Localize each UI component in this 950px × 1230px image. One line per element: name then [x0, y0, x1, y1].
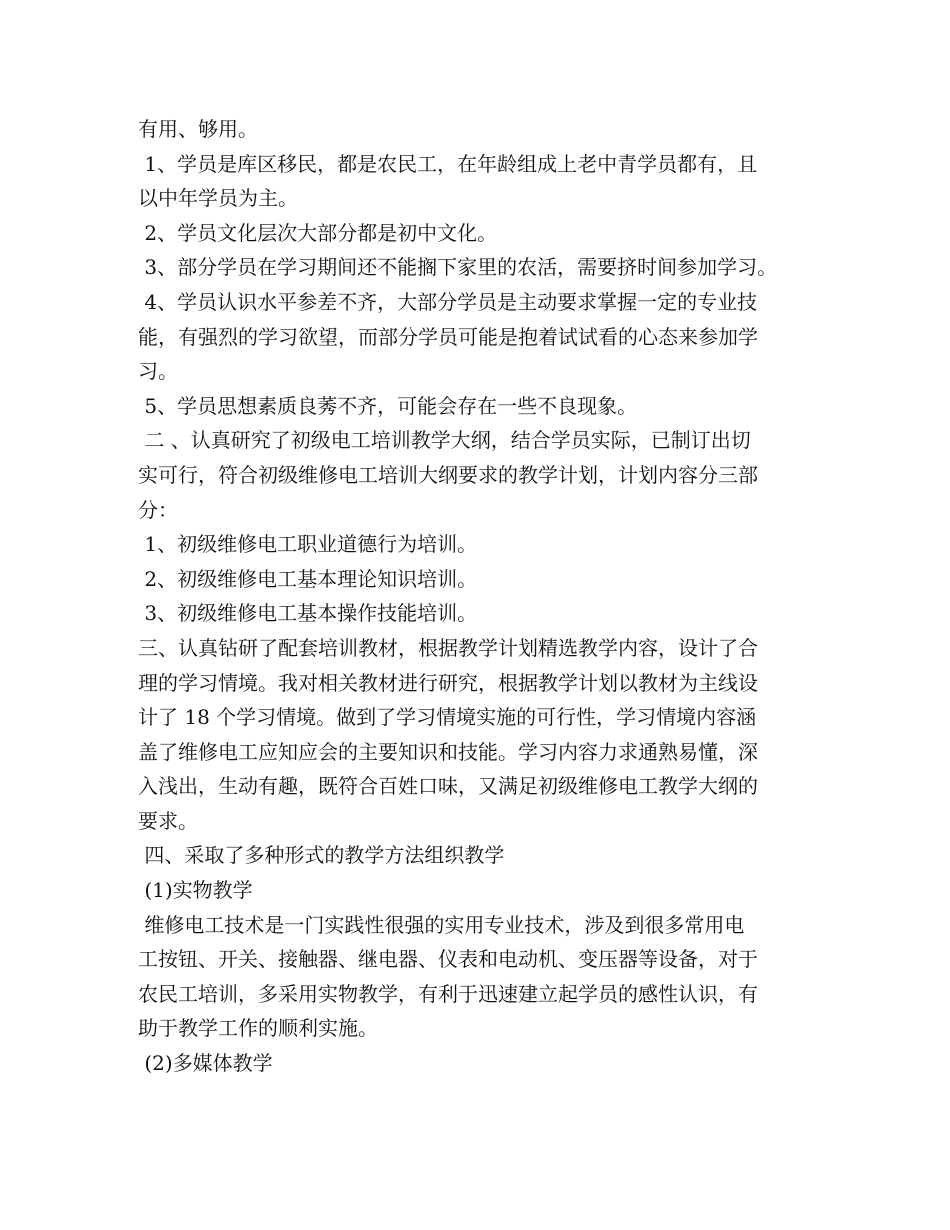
text-line: 3、初级维修电工基本操作技能培训。 — [138, 601, 478, 626]
text-line: 习。 — [138, 359, 178, 384]
text-line: 二 、认真研究了初级电工培训教学大纲，结合学员实际，已制订出切 — [138, 428, 751, 453]
text-line: (1)实物教学 — [138, 878, 253, 903]
text-line: 实可行，符合初级维修电工培训大纲要求的教学计划，计划内容分三部 — [138, 462, 758, 487]
text-line: 能，有强烈的学习欲望，而部分学员可能是抱着试试看的心态来参加学 — [138, 324, 758, 349]
text-line: 维修电工技术是一门实践性很强的实用专业技术，涉及到很多常用电 — [138, 912, 745, 937]
text-line: 1、学员是库区移民，都是农民工，在年龄组成上老中青学员都有，且 — [138, 151, 758, 176]
text-line: 计了 18 个学习情境。做到了学习情境实施的可行性，学习情境内容涵 — [138, 705, 757, 730]
text-line: 入浅出，生动有趣，既符合百姓口味，又满足初级维修电工教学大纲的 — [138, 774, 758, 799]
text-line: 理的学习情境。我对相关教材进行研究，根据教学计划以教材为主线设 — [138, 670, 758, 695]
text-line: 以中年学员为主。 — [138, 186, 298, 211]
text-line: (2)多媒体教学 — [138, 1051, 273, 1076]
text-line: 三、认真钻研了配套培训教材，根据教学计划精选教学内容，设计了合 — [138, 635, 758, 660]
text-line: 助于教学工作的顺利实施。 — [138, 1016, 378, 1041]
text-line: 3、部分学员在学习期间还不能搁下家里的农活，需要挤时间参加学习。 — [138, 255, 778, 280]
text-line: 2、初级维修电工基本理论知识培训。 — [138, 566, 478, 591]
text-line: 要求。 — [138, 808, 198, 833]
text-line: 工按钮、开关、接触器、继电器、仪表和电动机、变压器等设备，对于 — [138, 947, 758, 972]
text-line: 分： — [138, 497, 178, 522]
text-line: 1、初级维修电工职业道德行为培训。 — [138, 532, 478, 557]
text-line: 有用、够用。 — [138, 117, 258, 141]
text-line: 5、学员思想素质良莠不齐，可能会存在一些不良现象。 — [138, 393, 638, 418]
text-line: 4、学员认识水平参差不齐，大部分学员是主动要求掌握一定的专业技 — [138, 289, 758, 314]
text-line: 2、学员文化层次大部分都是初中文化。 — [138, 220, 498, 245]
document-body — [138, 112, 828, 1081]
text-line: 盖了维修电工应知应会的主要知识和技能。学习内容力求通熟易懂，深 — [138, 739, 758, 764]
text-line: 四、采取了多种形式的教学方法组织教学 — [138, 843, 505, 868]
text-line: 农民工培训，多采用实物教学，有利于迅速建立起学员的感性认识，有 — [138, 981, 758, 1006]
